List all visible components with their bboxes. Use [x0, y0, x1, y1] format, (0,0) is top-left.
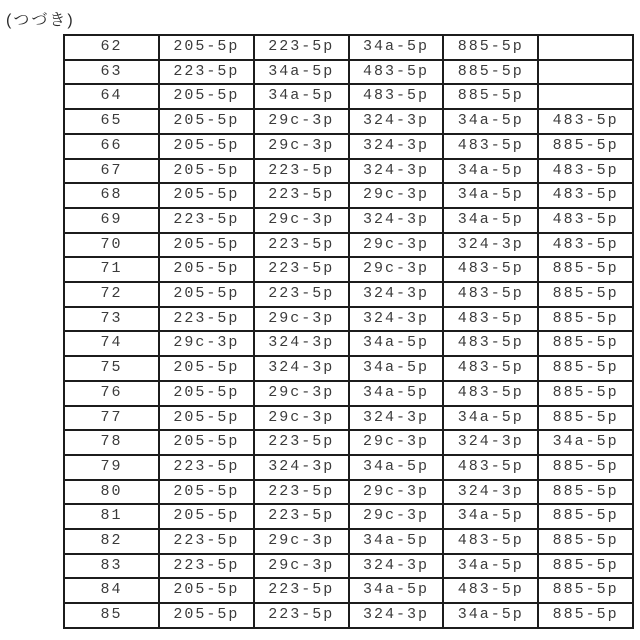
row-number-cell: 69 [64, 208, 159, 233]
mirna-cell: 483-5p [443, 257, 538, 282]
mirna-cell: 885-5p [443, 35, 538, 60]
mirna-cell: 205-5p [159, 233, 254, 258]
mirna-cell: 34a-5p [443, 406, 538, 431]
row-number-cell: 83 [64, 554, 159, 579]
mirna-cell: 205-5p [159, 480, 254, 505]
mirna-cell: 34a-5p [443, 603, 538, 628]
mirna-cell: 29c-3p [254, 208, 349, 233]
mirna-cell: 324-3p [349, 109, 444, 134]
mirna-cell: 324-3p [349, 134, 444, 159]
mirna-cell: 483-5p [538, 183, 633, 208]
mirna-cell: 483-5p [443, 307, 538, 332]
row-number-cell: 62 [64, 35, 159, 60]
mirna-cell: 483-5p [443, 134, 538, 159]
mirna-cell: 29c-3p [254, 406, 349, 431]
mirna-cell: 34a-5p [443, 109, 538, 134]
mirna-cell: 205-5p [159, 504, 254, 529]
mirna-cell: 885-5p [538, 578, 633, 603]
row-number-cell: 67 [64, 159, 159, 184]
mirna-cell: 29c-3p [254, 307, 349, 332]
row-number-cell: 84 [64, 578, 159, 603]
mirna-cell: 223-5p [159, 208, 254, 233]
mirna-cell: 223-5p [159, 554, 254, 579]
mirna-cell: 483-5p [443, 282, 538, 307]
mirna-cell: 483-5p [443, 331, 538, 356]
mirna-cell: 223-5p [159, 307, 254, 332]
continuation-label: (つづき) [6, 12, 75, 29]
table-row [64, 504, 633, 529]
mirna-cell: 34a-5p [349, 578, 444, 603]
mirna-combination-table [63, 34, 634, 629]
mirna-cell: 205-5p [159, 356, 254, 381]
table-row [64, 356, 633, 381]
mirna-cell: 223-5p [254, 282, 349, 307]
mirna-cell: 885-5p [538, 504, 633, 529]
mirna-cell: 483-5p [443, 381, 538, 406]
mirna-cell: 324-3p [349, 208, 444, 233]
table-row [64, 455, 633, 480]
mirna-cell: 483-5p [443, 578, 538, 603]
mirna-cell: 223-5p [254, 504, 349, 529]
mirna-cell: 483-5p [443, 529, 538, 554]
table-row [64, 307, 633, 332]
row-number-cell: 85 [64, 603, 159, 628]
mirna-cell: 29c-3p [254, 134, 349, 159]
mirna-cell: 223-5p [254, 603, 349, 628]
mirna-cell: 885-5p [538, 529, 633, 554]
mirna-cell: 205-5p [159, 257, 254, 282]
mirna-cell: 34a-5p [443, 208, 538, 233]
mirna-cell: 324-3p [349, 282, 444, 307]
mirna-cell: 223-5p [159, 529, 254, 554]
mirna-cell: 223-5p [254, 183, 349, 208]
table-row [64, 159, 633, 184]
mirna-cell: 885-5p [538, 554, 633, 579]
mirna-cell: 324-3p [254, 331, 349, 356]
mirna-cell: 223-5p [254, 480, 349, 505]
mirna-cell: 324-3p [349, 603, 444, 628]
row-number-cell: 73 [64, 307, 159, 332]
empty-cell [538, 60, 633, 85]
table-row [64, 233, 633, 258]
table-row [64, 603, 633, 628]
mirna-cell: 483-5p [538, 233, 633, 258]
table-row [64, 480, 633, 505]
empty-cell [538, 35, 633, 60]
mirna-cell: 34a-5p [349, 381, 444, 406]
mirna-cell: 29c-3p [349, 183, 444, 208]
mirna-cell: 205-5p [159, 430, 254, 455]
mirna-cell: 324-3p [349, 406, 444, 431]
table-row [64, 554, 633, 579]
mirna-cell: 205-5p [159, 381, 254, 406]
mirna-cell: 34a-5p [443, 504, 538, 529]
mirna-cell: 324-3p [349, 307, 444, 332]
mirna-cell: 29c-3p [254, 554, 349, 579]
mirna-cell: 223-5p [254, 35, 349, 60]
table-row [64, 406, 633, 431]
mirna-cell: 205-5p [159, 406, 254, 431]
mirna-cell: 885-5p [538, 307, 633, 332]
row-number-cell: 68 [64, 183, 159, 208]
mirna-cell: 29c-3p [254, 381, 349, 406]
mirna-cell: 885-5p [538, 406, 633, 431]
row-number-cell: 79 [64, 455, 159, 480]
mirna-cell: 205-5p [159, 134, 254, 159]
row-number-cell: 74 [64, 331, 159, 356]
table-row [64, 183, 633, 208]
mirna-cell: 885-5p [538, 356, 633, 381]
mirna-cell: 483-5p [349, 84, 444, 109]
table-row [64, 134, 633, 159]
mirna-cell: 34a-5p [349, 35, 444, 60]
mirna-cell: 223-5p [254, 578, 349, 603]
mirna-cell: 205-5p [159, 159, 254, 184]
mirna-cell: 885-5p [538, 480, 633, 505]
mirna-cell: 205-5p [159, 35, 254, 60]
table-row [64, 109, 633, 134]
mirna-cell: 29c-3p [159, 331, 254, 356]
mirna-cell: 205-5p [159, 183, 254, 208]
mirna-cell: 34a-5p [349, 529, 444, 554]
mirna-cell: 483-5p [443, 356, 538, 381]
row-number-cell: 82 [64, 529, 159, 554]
mirna-cell: 34a-5p [443, 554, 538, 579]
mirna-cell: 223-5p [254, 233, 349, 258]
mirna-cell: 483-5p [538, 159, 633, 184]
row-number-cell: 71 [64, 257, 159, 282]
row-number-cell: 66 [64, 134, 159, 159]
table-row [64, 257, 633, 282]
row-number-cell: 65 [64, 109, 159, 134]
table-body [64, 35, 633, 628]
mirna-cell: 324-3p [254, 356, 349, 381]
table-row [64, 282, 633, 307]
table-row [64, 529, 633, 554]
mirna-cell: 885-5p [538, 134, 633, 159]
mirna-cell: 885-5p [538, 381, 633, 406]
table-row [64, 430, 633, 455]
mirna-cell: 34a-5p [443, 159, 538, 184]
mirna-cell: 324-3p [443, 480, 538, 505]
mirna-cell: 223-5p [254, 430, 349, 455]
row-number-cell: 81 [64, 504, 159, 529]
mirna-cell: 29c-3p [349, 257, 444, 282]
mirna-cell: 885-5p [443, 60, 538, 85]
table-row [64, 208, 633, 233]
table-row [64, 578, 633, 603]
mirna-cell: 885-5p [538, 282, 633, 307]
mirna-cell: 324-3p [349, 554, 444, 579]
table-row [64, 60, 633, 85]
mirna-cell: 29c-3p [349, 480, 444, 505]
mirna-cell: 205-5p [159, 578, 254, 603]
mirna-cell: 324-3p [443, 233, 538, 258]
table-row [64, 84, 633, 109]
mirna-cell: 324-3p [349, 159, 444, 184]
mirna-cell: 29c-3p [349, 430, 444, 455]
mirna-cell: 483-5p [443, 455, 538, 480]
table-row [64, 381, 633, 406]
mirna-cell: 34a-5p [349, 331, 444, 356]
row-number-cell: 78 [64, 430, 159, 455]
row-number-cell: 76 [64, 381, 159, 406]
mirna-cell: 885-5p [538, 603, 633, 628]
mirna-cell: 29c-3p [254, 109, 349, 134]
mirna-cell: 223-5p [159, 60, 254, 85]
mirna-cell: 885-5p [538, 257, 633, 282]
mirna-cell: 205-5p [159, 109, 254, 134]
mirna-cell: 34a-5p [443, 183, 538, 208]
mirna-cell: 205-5p [159, 603, 254, 628]
row-number-cell: 80 [64, 480, 159, 505]
mirna-cell: 29c-3p [349, 504, 444, 529]
mirna-cell: 34a-5p [349, 455, 444, 480]
mirna-cell: 34a-5p [254, 84, 349, 109]
row-number-cell: 64 [64, 84, 159, 109]
mirna-cell: 34a-5p [349, 356, 444, 381]
mirna-cell: 205-5p [159, 84, 254, 109]
mirna-cell: 29c-3p [349, 233, 444, 258]
mirna-cell: 885-5p [538, 331, 633, 356]
table-row [64, 35, 633, 60]
mirna-cell: 483-5p [349, 60, 444, 85]
mirna-cell: 885-5p [443, 84, 538, 109]
mirna-cell: 34a-5p [254, 60, 349, 85]
mirna-cell: 483-5p [538, 109, 633, 134]
row-number-cell: 72 [64, 282, 159, 307]
row-number-cell: 77 [64, 406, 159, 431]
mirna-cell: 223-5p [159, 455, 254, 480]
mirna-cell: 223-5p [254, 257, 349, 282]
row-number-cell: 75 [64, 356, 159, 381]
mirna-cell: 34a-5p [538, 430, 633, 455]
mirna-cell: 223-5p [254, 159, 349, 184]
mirna-cell: 324-3p [443, 430, 538, 455]
row-number-cell: 70 [64, 233, 159, 258]
mirna-cell: 205-5p [159, 282, 254, 307]
mirna-cell: 885-5p [538, 455, 633, 480]
table-row [64, 331, 633, 356]
empty-cell [538, 84, 633, 109]
mirna-cell: 324-3p [254, 455, 349, 480]
mirna-cell: 29c-3p [254, 529, 349, 554]
mirna-cell: 483-5p [538, 208, 633, 233]
row-number-cell: 63 [64, 60, 159, 85]
